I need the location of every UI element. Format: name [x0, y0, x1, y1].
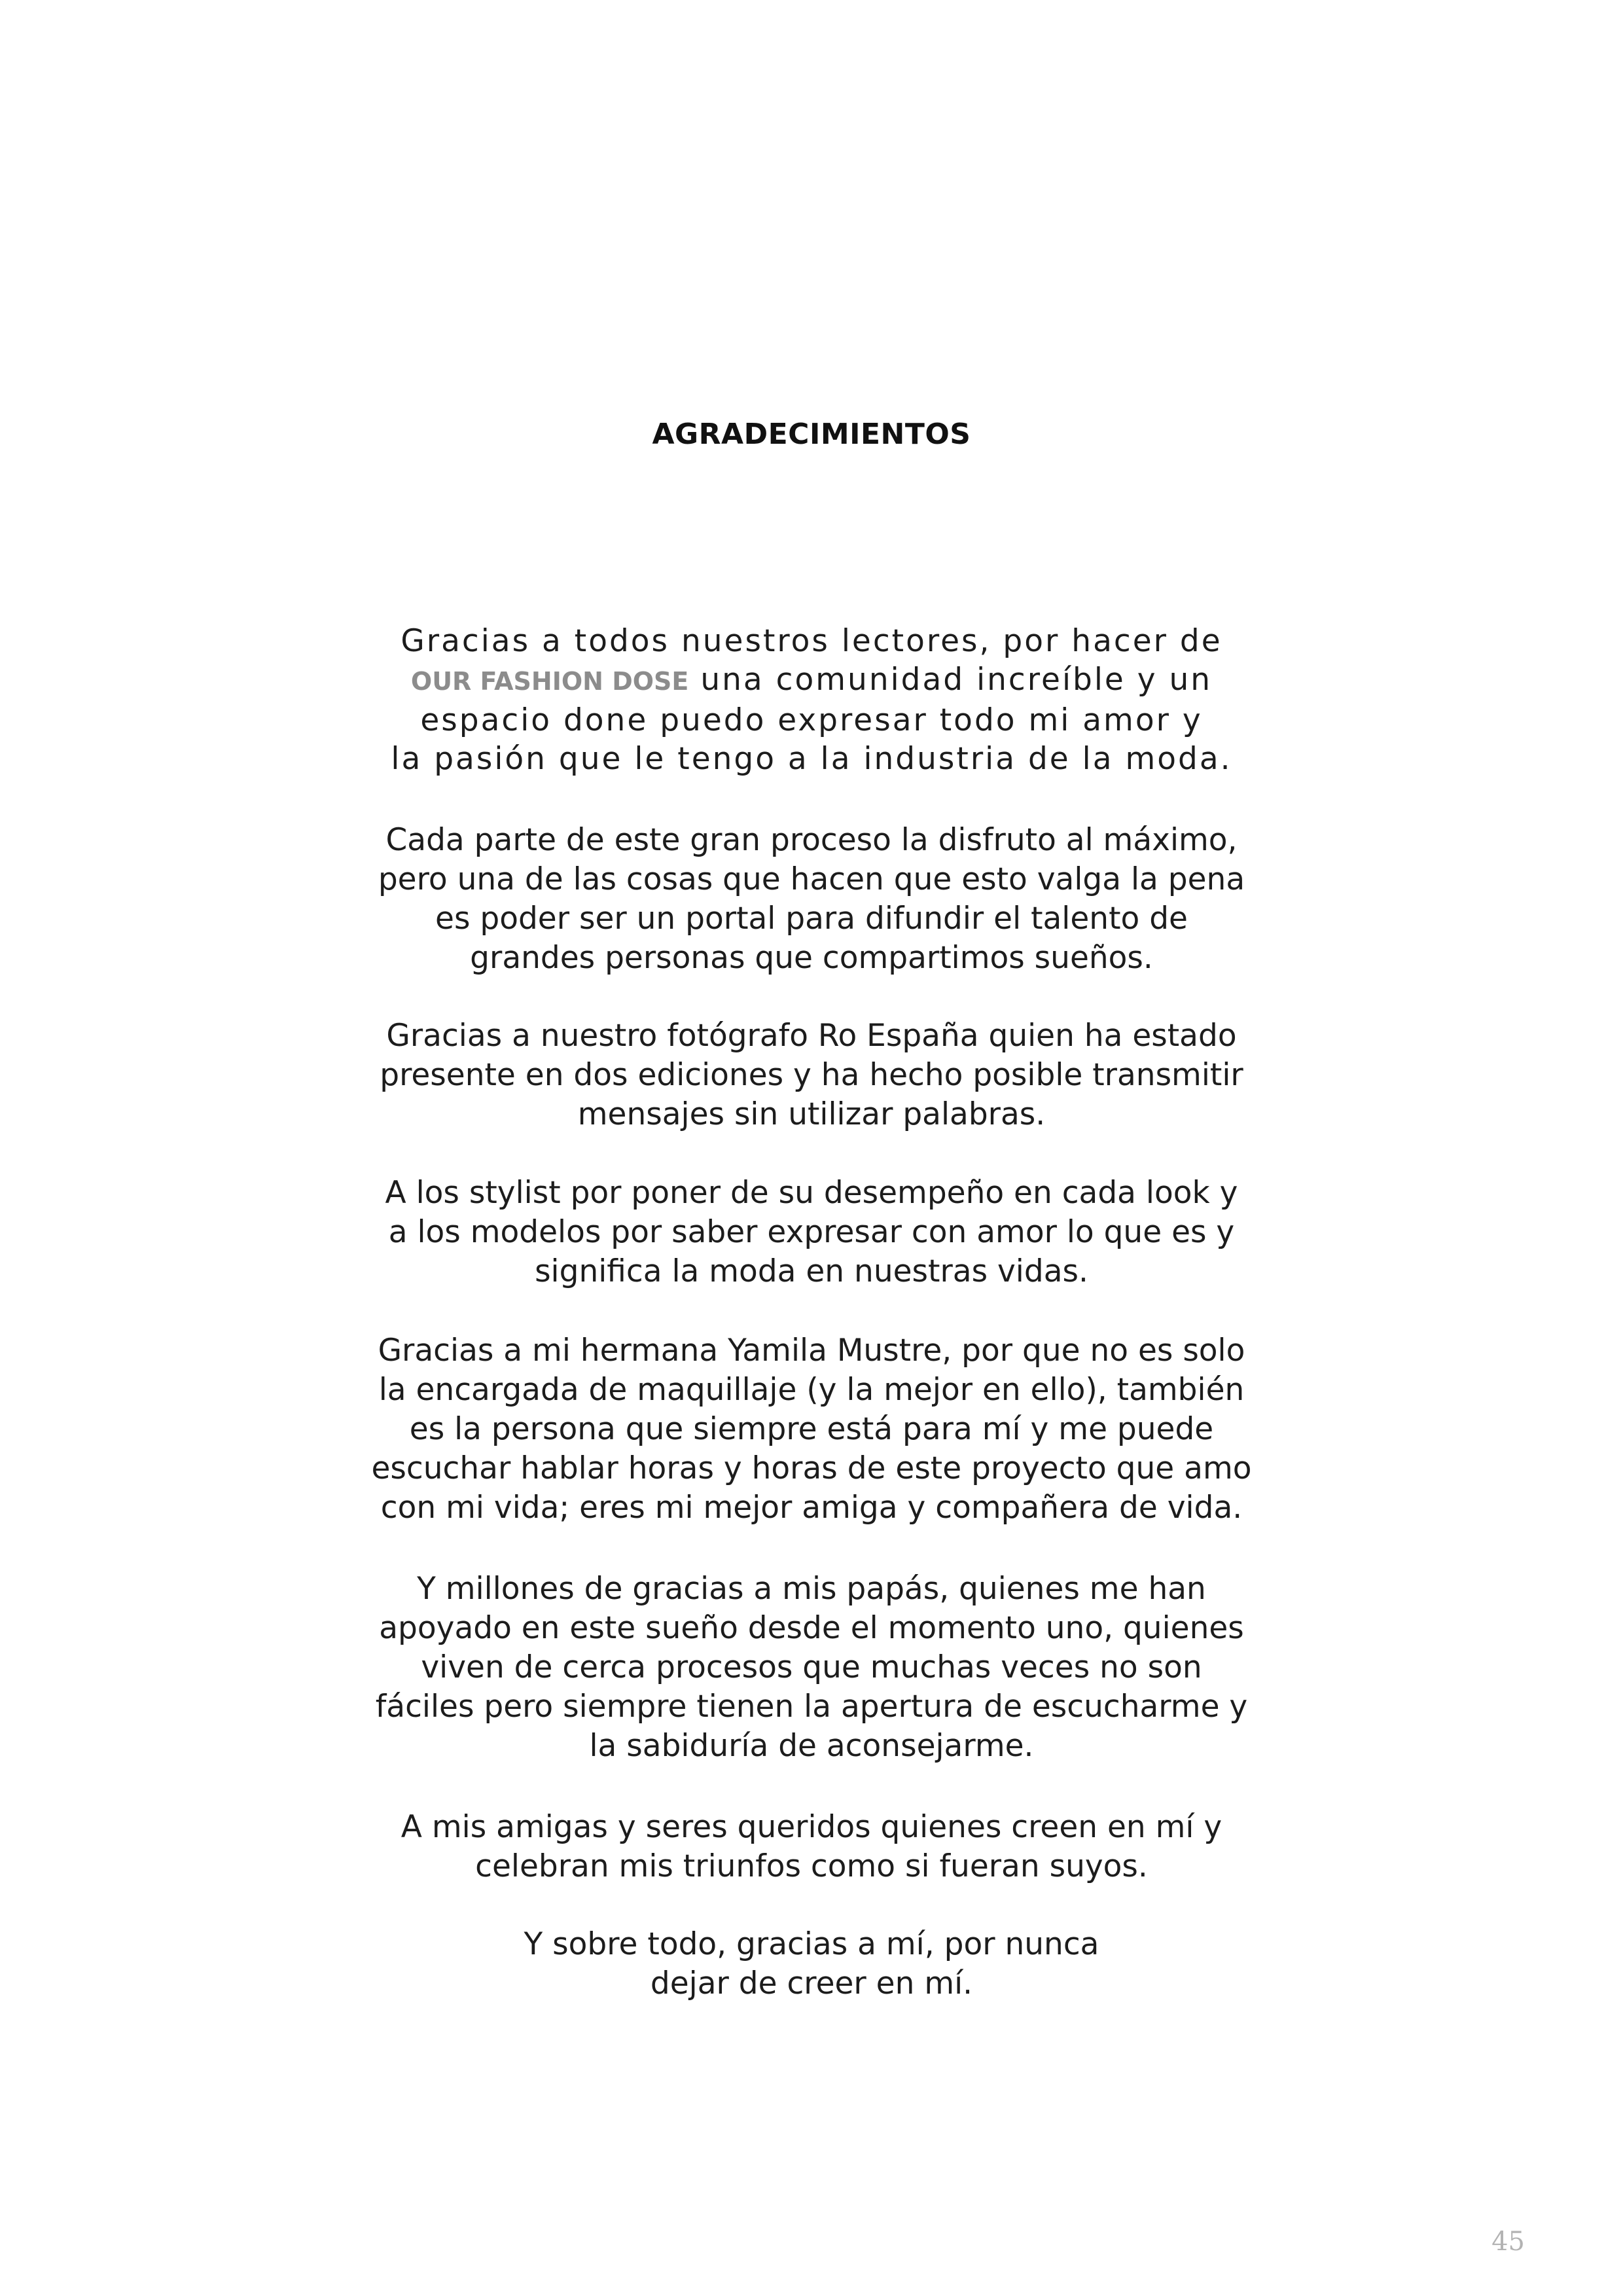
text-line: Y sobre todo, gracias a mí, por nunca: [524, 1926, 1099, 1962]
paragraph-readers: [327, 622, 1296, 778]
text-line: Gracias a mi hermana Yamila Mustre, por que no es solo: [378, 1333, 1245, 1369]
text-line: la sabiduría de aconsejarme.: [589, 1728, 1034, 1764]
text-line: con mi vida; eres mi mejor amiga y compañera de vida.: [380, 1490, 1243, 1526]
paragraph-self: [327, 1925, 1296, 2003]
text-line: la encargada de maquillaje (y la mejor en ello), también: [378, 1372, 1245, 1408]
text-line: apoyado en este sueño desde el momento uno, quienes: [379, 1610, 1244, 1646]
text-line: es la persona que siempre está para mí y me puede: [409, 1411, 1214, 1447]
text-line: grandes personas que compartimos sueños.: [470, 940, 1153, 976]
text-line: dejar de creer en mí.: [650, 1965, 973, 2001]
paragraph-photographer: [327, 1016, 1296, 1134]
paragraph-sister: [327, 1331, 1296, 1528]
text-line: A mis amigas y seres queridos quienes creen en mí y: [401, 1809, 1222, 1845]
page-title: AGRADECIMIENTOS: [652, 418, 971, 451]
text-line: a los modelos por saber expresar con amor lo que es y: [388, 1214, 1235, 1250]
text-line: es poder ser un portal para difundir el talento de: [435, 901, 1188, 937]
paragraph-friends: [327, 1808, 1296, 1886]
text-line: presente en dos ediciones y ha hecho posible transmitir: [380, 1057, 1243, 1093]
text-line: viven de cerca procesos que muchas veces no son: [421, 1649, 1202, 1685]
text-line: [327, 660, 1296, 701]
text-line: mensajes sin utilizar palabras.: [577, 1096, 1046, 1132]
text-line: fáciles pero siempre tienen la apertura de escucharme y: [375, 1689, 1248, 1725]
paragraph-stylists: [327, 1174, 1296, 1291]
text-line: A los stylist por poner de su desempeño en cada look y: [385, 1175, 1238, 1211]
text-line: significa la moda en nuestras vidas.: [535, 1253, 1088, 1289]
text-line: Cada parte de este gran proceso la disfruto al máximo,: [385, 822, 1238, 858]
text-line: espacio done puedo expresar todo mi amor y: [420, 702, 1203, 738]
text-line: pero una de las cosas que hacen que esto valga la pena: [378, 861, 1245, 897]
brand-name: OUR FASHION DOSE: [410, 667, 689, 696]
paragraph-process: [327, 821, 1296, 978]
text-fragment: una comunidad increíble y un: [700, 662, 1213, 698]
page-number: 45: [1491, 2227, 1525, 2257]
text-line: escuchar hablar horas y horas de este proyecto que amo: [371, 1450, 1252, 1486]
text-line: celebran mis triunfos como si fueran suyos.: [475, 1848, 1148, 1884]
text-line: Y millones de gracias a mis papás, quienes me han: [417, 1571, 1206, 1607]
text-line: Gracias a nuestro fotógrafo Ro España quien ha estado: [386, 1018, 1237, 1054]
text-line: la pasión que le tengo a la industria de la moda.: [391, 741, 1232, 777]
text-line: Gracias a todos nuestros lectores, por hacer de: [401, 623, 1222, 659]
paragraph-parents: [327, 1570, 1296, 1766]
